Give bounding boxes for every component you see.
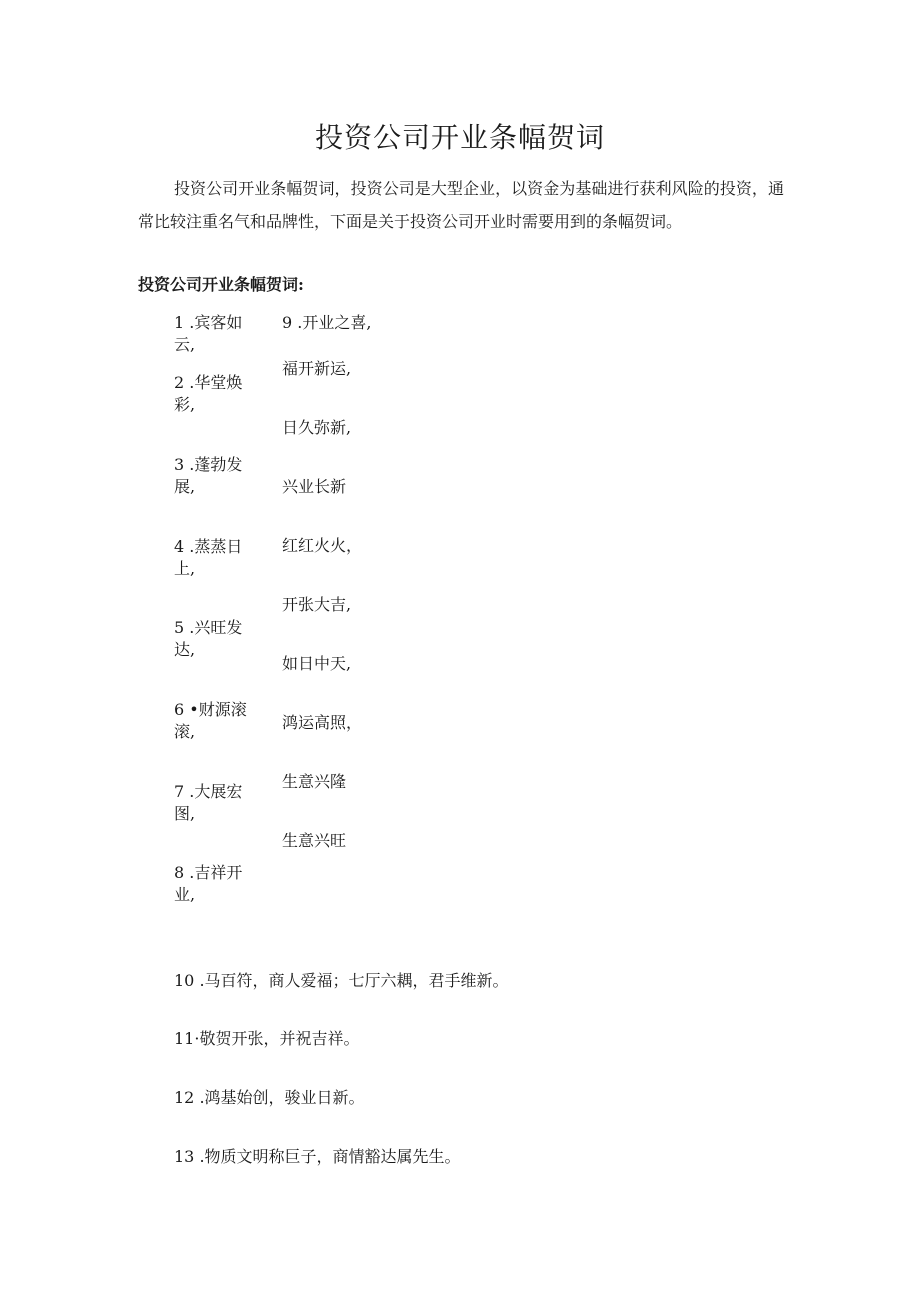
list-item: 如日中天, <box>282 654 352 673</box>
list-item: 2 .华堂焕彩, <box>174 373 243 414</box>
list-item: 兴业长新 <box>282 477 347 496</box>
page-title: 投资公司开业条幅贺词 <box>314 121 605 154</box>
list-item: 8 .吉祥开业, <box>174 863 243 904</box>
list-item: 福开新运, <box>282 359 352 378</box>
list-item: 鸿运高照， <box>282 713 363 732</box>
list-item: 10 .马百符，商人爱福；七厅六耦，君手维新。 <box>174 971 509 990</box>
section-heading: 投资公司开业条幅贺词: <box>138 275 304 294</box>
list-item: 1 .宾客如云, <box>174 313 243 354</box>
list-item: 6 •财源滚滚, <box>174 700 247 741</box>
list-item: 11·敬贺开张，并祝吉祥。 <box>174 1029 360 1048</box>
list-item: 日久弥新, <box>282 418 352 437</box>
list-item: 5 .兴旺发达, <box>174 618 243 659</box>
intro-paragraph: 投资公司开业条幅贺词，投资公司是大型企业，以资金为基础进行获利风险的投资，通常比较注重名气和品牌性，下面是关于投资公司开业时需要用到的条幅贺词。 <box>138 179 784 231</box>
list-item: 13 .物质文明称巨子，商情豁达属先生。 <box>174 1147 461 1166</box>
list-item: 7 .大展宏图, <box>174 782 243 823</box>
list-item: 红红火火， <box>282 536 363 555</box>
list-item: 开张大吉, <box>282 595 352 614</box>
list-item: 12 .鸿基始创，骏业日新。 <box>174 1088 365 1107</box>
list-item: 9 .开业之喜, <box>282 313 372 332</box>
list-item: 生意兴旺 <box>282 831 347 850</box>
list-item: 生意兴隆 <box>282 772 347 791</box>
list-item: 4 .蒸蒸日上, <box>174 537 243 578</box>
list-item: 3 .蓬勃发展, <box>174 455 243 496</box>
